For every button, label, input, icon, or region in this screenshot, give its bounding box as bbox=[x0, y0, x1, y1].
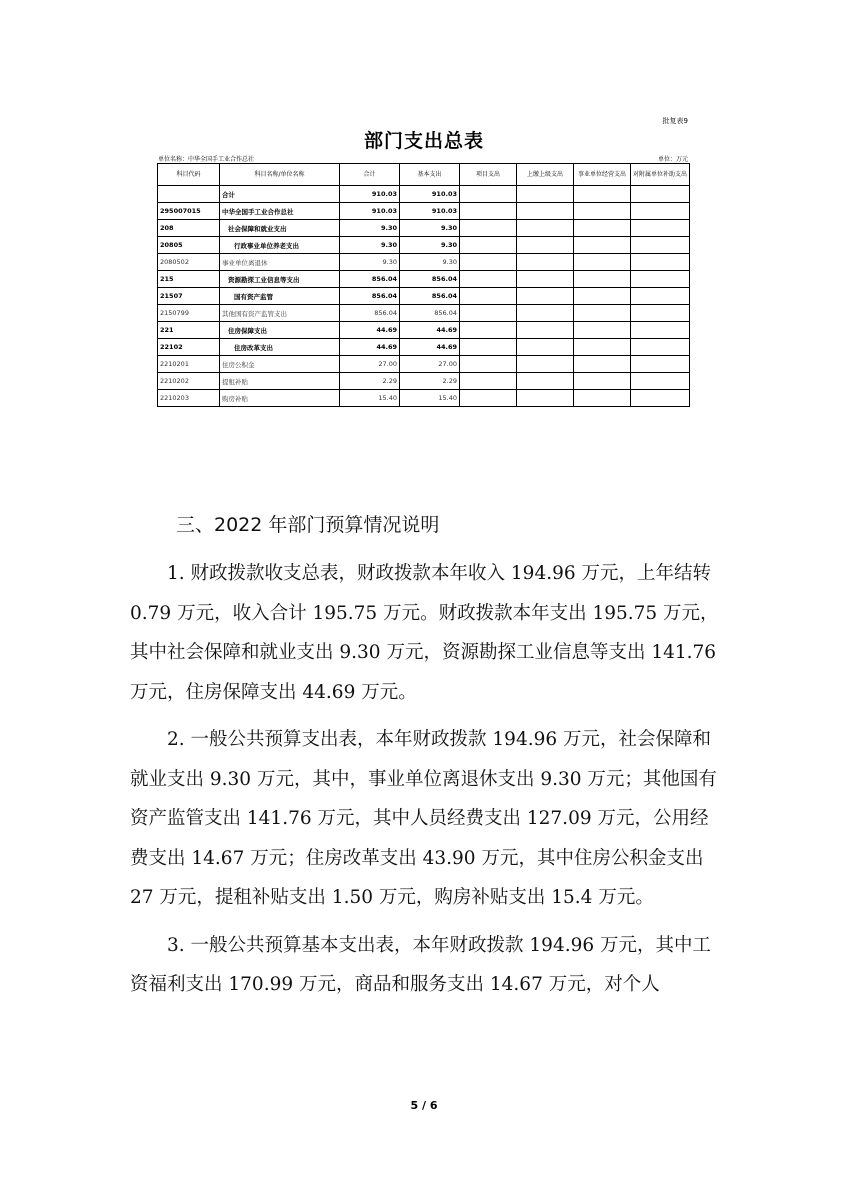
operation-cell bbox=[574, 203, 631, 220]
code-cell: 295007015 bbox=[158, 203, 220, 220]
subsidy-cell bbox=[631, 237, 690, 254]
total-cell: 9.30 bbox=[340, 237, 400, 254]
code-cell: 2210201 bbox=[158, 356, 220, 373]
unit-name: 单位名称：中华全国手工业合作总社 bbox=[158, 156, 255, 163]
table-body bbox=[158, 186, 690, 407]
table-header-row bbox=[158, 164, 690, 186]
code-cell: 22102 bbox=[158, 339, 220, 356]
operation-cell bbox=[574, 220, 631, 237]
paragraph-3: 3. 一般公共预算基本支出表，本年财政拨款 194.96 万元，其中工资福利支出 170.99 万元，商品和服务支出 14.67 万元，对个人 bbox=[130, 934, 712, 995]
remit-cell bbox=[517, 305, 574, 322]
table-row bbox=[158, 288, 690, 305]
code-cell: 221 bbox=[158, 322, 220, 339]
table-title: 部门支出总表 bbox=[363, 130, 484, 152]
code-cell: 20805 bbox=[158, 237, 220, 254]
column-header: 项目支出 bbox=[460, 164, 517, 186]
basic-cell: 2.29 bbox=[400, 373, 460, 390]
remit-cell bbox=[517, 237, 574, 254]
table-row bbox=[158, 203, 690, 220]
total-cell: 9.30 bbox=[340, 220, 400, 237]
name-cell: 住房改革支出 bbox=[220, 339, 340, 356]
operation-cell bbox=[574, 390, 631, 407]
name-cell: 事业单位离退休 bbox=[220, 254, 340, 271]
code-cell: 21507 bbox=[158, 288, 220, 305]
remit-cell bbox=[517, 186, 574, 203]
basic-cell: 9.30 bbox=[400, 220, 460, 237]
table-row bbox=[158, 356, 690, 373]
project-cell bbox=[460, 390, 517, 407]
total-cell: 44.69 bbox=[340, 322, 400, 339]
remit-cell bbox=[517, 339, 574, 356]
column-header: 基本支出 bbox=[400, 164, 460, 186]
code-cell bbox=[158, 186, 220, 203]
total-cell: 856.04 bbox=[340, 288, 400, 305]
name-cell: 国有资产监管 bbox=[220, 288, 340, 305]
name-cell: 合计 bbox=[220, 186, 340, 203]
operation-cell bbox=[574, 356, 631, 373]
paragraph-1: 1. 财政拨款收支总表，财政拨款本年收入 194.96 万元，上年结转 0.79 万元，收入合计 195.75 万元。财政拨款本年支出 195.75 万元，其中社会保障和就业支出 9.30 万元，资源勘探工业信息等支出 141.76 万元，住房保障支出 44.69 万元。 bbox=[130, 563, 719, 703]
basic-cell: 856.04 bbox=[400, 271, 460, 288]
expenditure-table bbox=[157, 163, 690, 407]
paragraph-2: 2. 一般公共预算支出表，本年财政拨款 194.96 万元，社会保障和就业支出 9.30 万元，其中，事业单位离退休支出 9.30 万元；其他国有资产监管支出 141.76 万元，其中人员经费支出 127.09 万元，公用经费支出 14.67 万元；住房改革支出 43.90 万元，其中住房公积金支出 27 万元，提租补贴支出 1.50 万元，购房补贴支出 15.4 万元。 bbox=[130, 729, 717, 908]
operation-cell bbox=[574, 305, 631, 322]
operation-cell bbox=[574, 271, 631, 288]
operation-cell bbox=[574, 373, 631, 390]
subsidy-cell bbox=[631, 271, 690, 288]
remit-cell bbox=[517, 254, 574, 271]
section-body bbox=[130, 554, 720, 1005]
operation-cell bbox=[574, 339, 631, 356]
total-cell: 15.40 bbox=[340, 390, 400, 407]
code-cell: 2210202 bbox=[158, 373, 220, 390]
table-row bbox=[158, 254, 690, 271]
subsidy-cell bbox=[631, 305, 690, 322]
remit-cell bbox=[517, 373, 574, 390]
name-cell: 提租补贴 bbox=[220, 373, 340, 390]
subsidy-cell bbox=[631, 220, 690, 237]
column-header: 科目代码 bbox=[158, 164, 220, 186]
operation-cell bbox=[574, 288, 631, 305]
name-cell: 社会保障和就业支出 bbox=[220, 220, 340, 237]
name-cell: 住房保障支出 bbox=[220, 322, 340, 339]
total-cell: 856.04 bbox=[340, 305, 400, 322]
basic-cell: 9.30 bbox=[400, 237, 460, 254]
table-row bbox=[158, 322, 690, 339]
basic-cell: 15.40 bbox=[400, 390, 460, 407]
basic-cell: 910.03 bbox=[400, 203, 460, 220]
project-cell bbox=[460, 220, 517, 237]
project-cell bbox=[460, 322, 517, 339]
project-cell bbox=[460, 373, 517, 390]
total-cell: 910.03 bbox=[340, 186, 400, 203]
code-cell: 2150799 bbox=[158, 305, 220, 322]
total-cell: 910.03 bbox=[340, 203, 400, 220]
currency-unit: 单位：万元 bbox=[657, 156, 688, 163]
name-cell: 资源勘探工业信息等支出 bbox=[220, 271, 340, 288]
remit-cell bbox=[517, 288, 574, 305]
basic-cell: 44.69 bbox=[400, 322, 460, 339]
code-cell: 208 bbox=[158, 220, 220, 237]
basic-cell: 27.00 bbox=[400, 356, 460, 373]
project-cell bbox=[460, 271, 517, 288]
remit-cell bbox=[517, 271, 574, 288]
project-cell bbox=[460, 356, 517, 373]
page-number: 5 / 6 bbox=[410, 1099, 438, 1112]
column-header: 上缴上级支出 bbox=[517, 164, 574, 186]
name-cell: 购房补贴 bbox=[220, 390, 340, 407]
subsidy-cell bbox=[631, 322, 690, 339]
subsidy-cell bbox=[631, 203, 690, 220]
table-row bbox=[158, 339, 690, 356]
approval-form-label: 批复表9 bbox=[662, 117, 688, 125]
total-cell: 9.30 bbox=[340, 254, 400, 271]
column-header: 对附属单位补助支出 bbox=[631, 164, 690, 186]
operation-cell bbox=[574, 237, 631, 254]
project-cell bbox=[460, 254, 517, 271]
subsidy-cell bbox=[631, 186, 690, 203]
project-cell bbox=[460, 305, 517, 322]
total-cell: 2.29 bbox=[340, 373, 400, 390]
name-cell: 行政事业单位养老支出 bbox=[220, 237, 340, 254]
remit-cell bbox=[517, 356, 574, 373]
project-cell bbox=[460, 186, 517, 203]
code-cell: 2080502 bbox=[158, 254, 220, 271]
total-cell: 856.04 bbox=[340, 271, 400, 288]
name-cell: 住房公积金 bbox=[220, 356, 340, 373]
table-row bbox=[158, 220, 690, 237]
basic-cell: 856.04 bbox=[400, 288, 460, 305]
remit-cell bbox=[517, 203, 574, 220]
operation-cell bbox=[574, 254, 631, 271]
name-cell: 中华全国手工业合作总社 bbox=[220, 203, 340, 220]
project-cell bbox=[460, 203, 517, 220]
code-cell: 215 bbox=[158, 271, 220, 288]
subsidy-cell bbox=[631, 288, 690, 305]
remit-cell bbox=[517, 220, 574, 237]
table-row bbox=[158, 271, 690, 288]
basic-cell: 856.04 bbox=[400, 305, 460, 322]
column-header: 科目名称/单位名称 bbox=[220, 164, 340, 186]
subsidy-cell bbox=[631, 254, 690, 271]
project-cell bbox=[460, 288, 517, 305]
table-row bbox=[158, 390, 690, 407]
column-header: 事业单位经营支出 bbox=[574, 164, 631, 186]
remit-cell bbox=[517, 390, 574, 407]
basic-cell: 910.03 bbox=[400, 186, 460, 203]
section-heading: 三、2022 年部门预算情况说明 bbox=[176, 514, 440, 536]
basic-cell: 9.30 bbox=[400, 254, 460, 271]
name-cell: 其他国有资产监管支出 bbox=[220, 305, 340, 322]
subsidy-cell bbox=[631, 390, 690, 407]
total-cell: 44.69 bbox=[340, 339, 400, 356]
total-cell: 27.00 bbox=[340, 356, 400, 373]
basic-cell: 44.69 bbox=[400, 339, 460, 356]
project-cell bbox=[460, 339, 517, 356]
remit-cell bbox=[517, 322, 574, 339]
operation-cell bbox=[574, 322, 631, 339]
table-row bbox=[158, 237, 690, 254]
table-row bbox=[158, 186, 690, 203]
subsidy-cell bbox=[631, 339, 690, 356]
table-row bbox=[158, 373, 690, 390]
project-cell bbox=[460, 237, 517, 254]
column-header: 合计 bbox=[340, 164, 400, 186]
operation-cell bbox=[574, 186, 631, 203]
subsidy-cell bbox=[631, 356, 690, 373]
subsidy-cell bbox=[631, 373, 690, 390]
code-cell: 2210203 bbox=[158, 390, 220, 407]
table-row bbox=[158, 305, 690, 322]
